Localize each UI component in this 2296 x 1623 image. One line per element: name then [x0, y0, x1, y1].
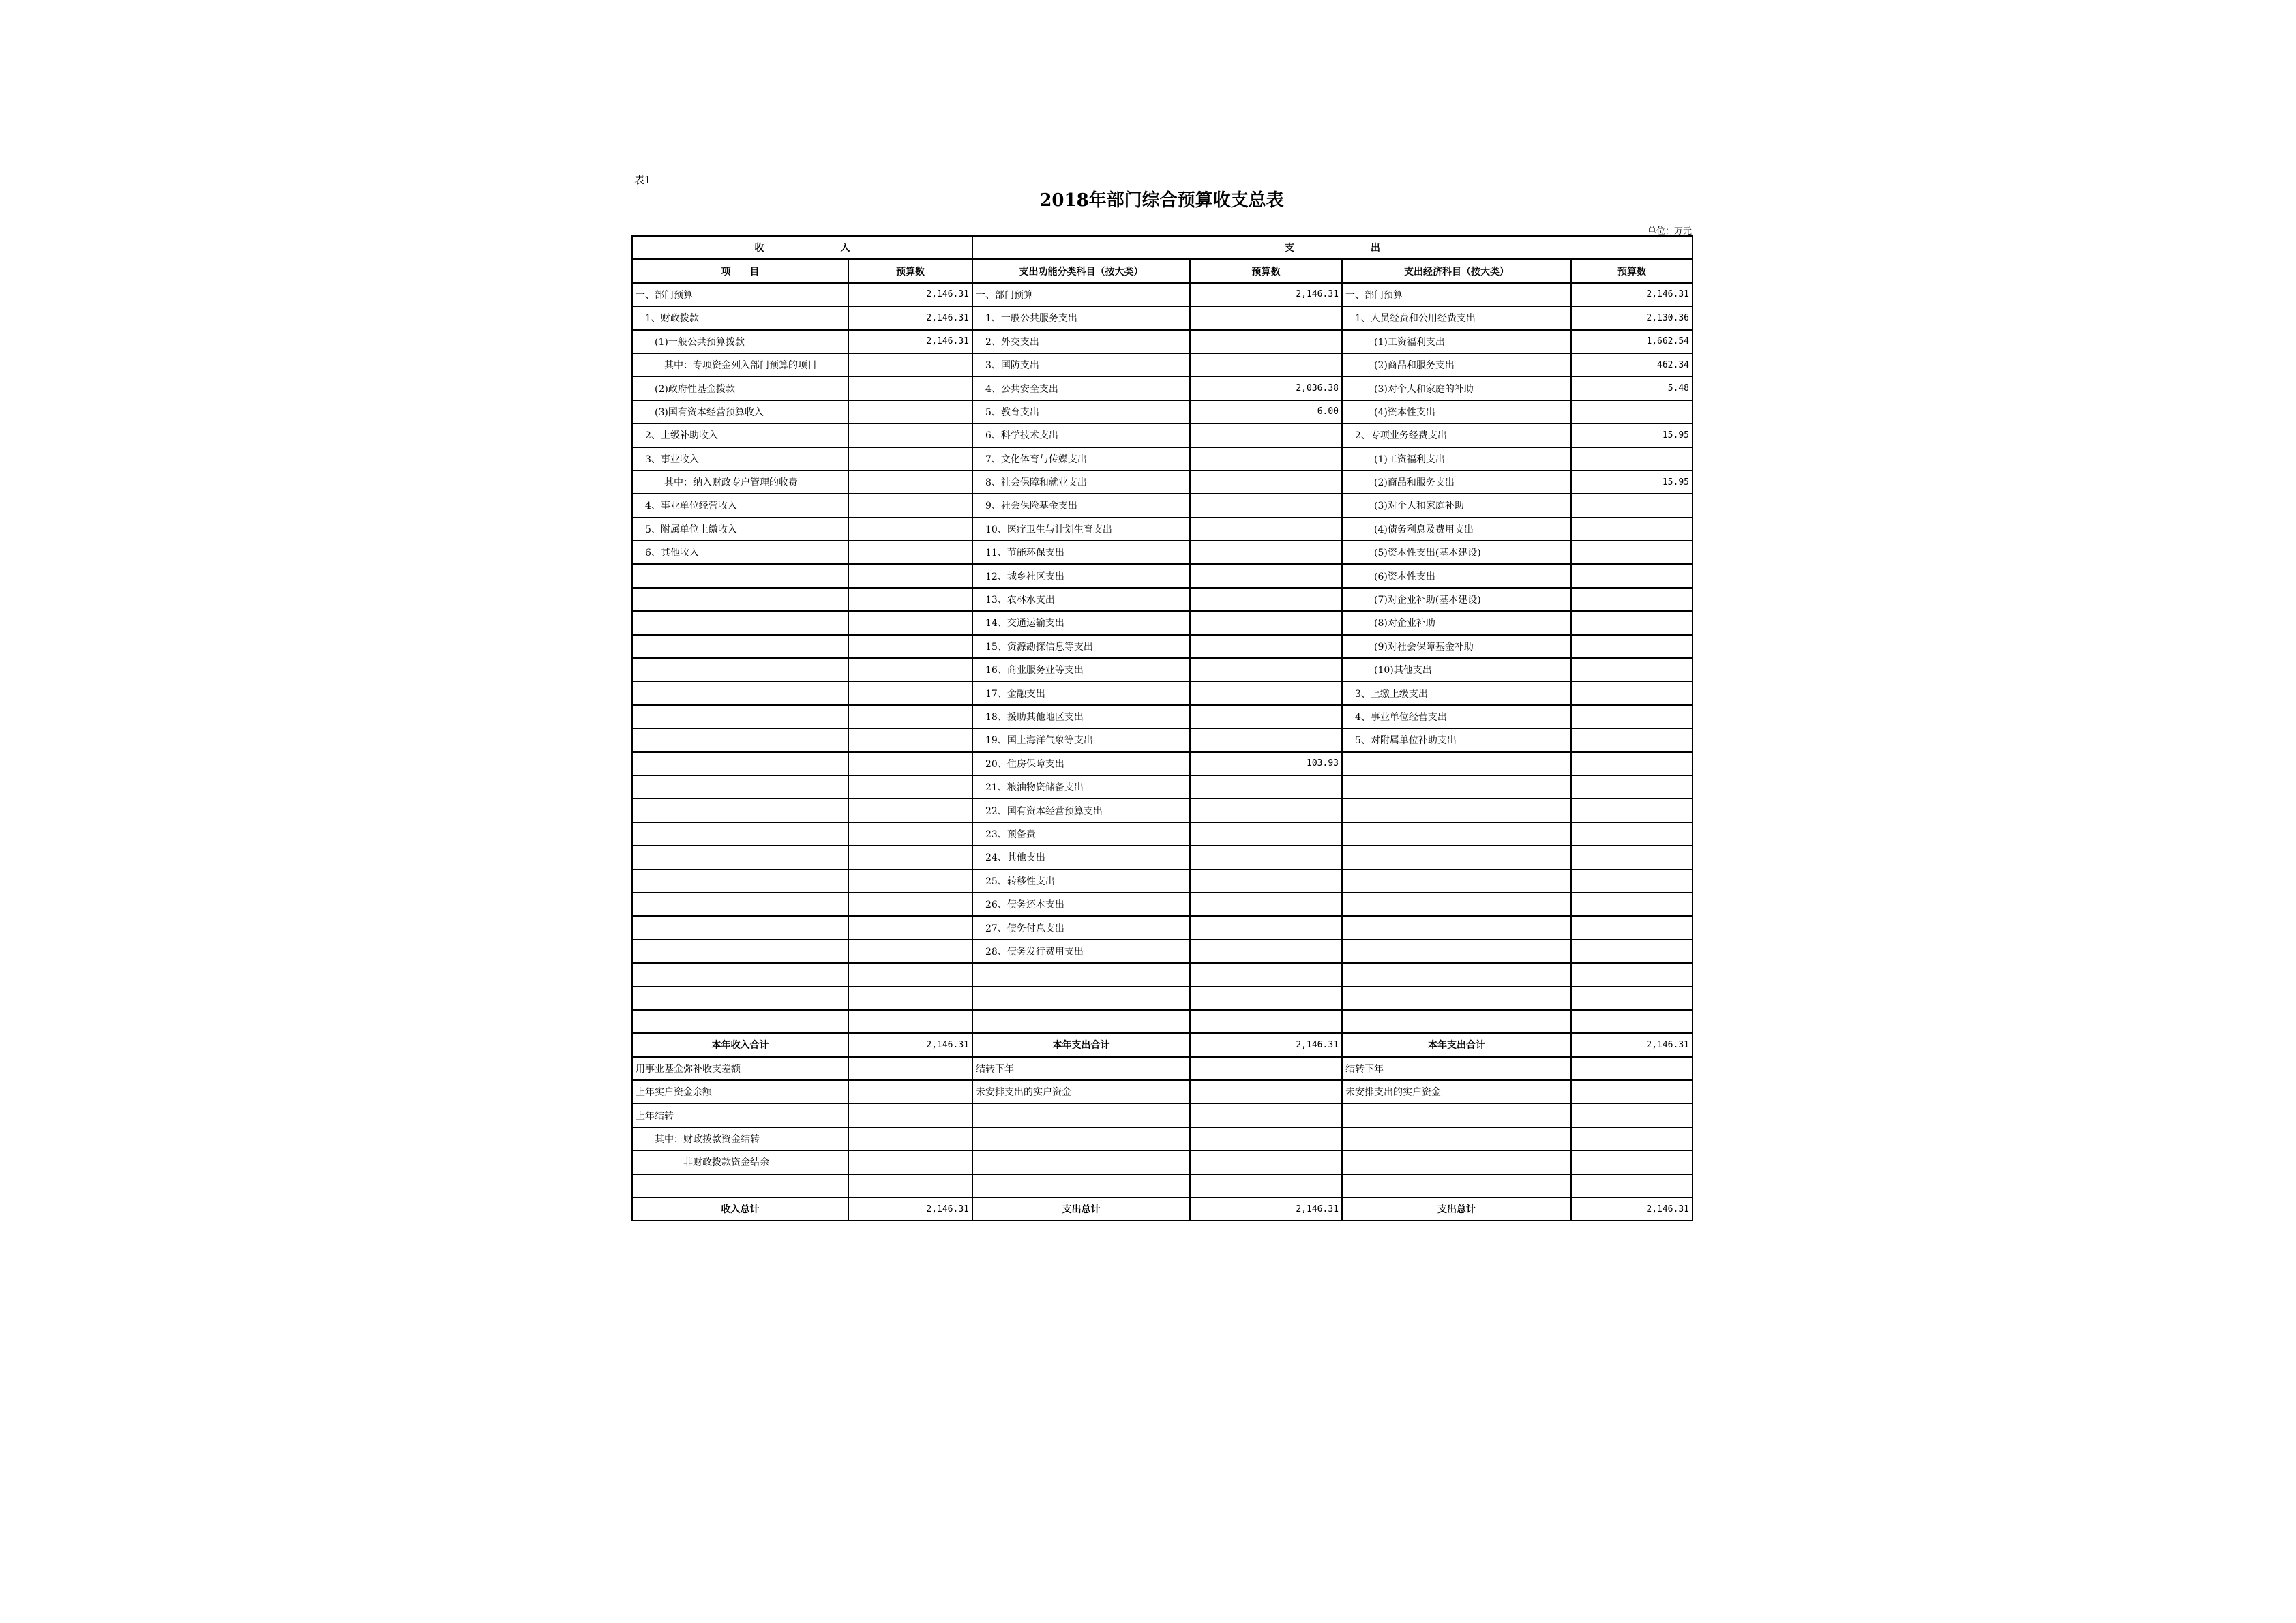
income-amount-cell [848, 494, 972, 517]
func-item-cell [972, 1010, 1190, 1033]
income-amount-cell [848, 1057, 972, 1080]
econ-amount-cell [1571, 752, 1693, 775]
income-amount-cell [848, 376, 972, 400]
func-amount-cell [1190, 728, 1342, 751]
income-section-header: 收 入 [632, 236, 972, 259]
func-item-cell: 3、国防支出 [972, 353, 1190, 376]
income-item-cell: 非财政拨款资金结余 [632, 1150, 848, 1174]
func-item-cell: 24、其他支出 [972, 846, 1190, 869]
table-row [632, 353, 1693, 376]
func-item-cell: 25、转移性支出 [972, 869, 1190, 893]
table-row [632, 376, 1693, 400]
func-amount-cell [1190, 353, 1342, 376]
income-amount-cell [848, 987, 972, 1010]
func-item-cell: 28、债务发行费用支出 [972, 940, 1190, 963]
econ-amount-cell: 15.95 [1571, 471, 1693, 494]
func-item-cell: 13、农林水支出 [972, 588, 1190, 611]
table-row [632, 681, 1693, 704]
func-amount-cell: 2,146.31 [1190, 1033, 1342, 1056]
income-item-cell: (3)国有资本经营预算收入 [632, 400, 848, 423]
sheet-label: 表1 [634, 174, 651, 186]
econ-amount-cell [1571, 1174, 1693, 1197]
income-amount-cell [848, 705, 972, 728]
func-amount-cell: 6.00 [1190, 400, 1342, 423]
income-amount-cell [848, 635, 972, 658]
income-item-cell [632, 916, 848, 939]
header-income-budget: 预算数 [848, 259, 972, 282]
econ-item-cell: (8)对企业补助 [1342, 611, 1571, 634]
income-amount-cell: 2,146.31 [848, 1197, 972, 1221]
func-item-cell [972, 1150, 1190, 1174]
income-item-cell [632, 705, 848, 728]
econ-item-cell: (1)工资福利支出 [1342, 330, 1571, 353]
econ-item-cell: (5)资本性支出(基本建设) [1342, 541, 1571, 564]
table-row [632, 1080, 1693, 1103]
econ-amount-cell [1571, 987, 1693, 1010]
income-item-cell [632, 940, 848, 963]
econ-amount-cell [1571, 1010, 1693, 1033]
income-amount-cell [848, 518, 972, 541]
income-item-cell [632, 1010, 848, 1033]
func-amount-cell [1190, 541, 1342, 564]
func-amount-cell [1190, 1174, 1342, 1197]
income-amount-cell [848, 588, 972, 611]
table-row [632, 588, 1693, 611]
func-amount-cell [1190, 869, 1342, 893]
econ-item-cell [1342, 822, 1571, 846]
func-item-cell: 12、城乡社区支出 [972, 564, 1190, 587]
table-row [632, 400, 1693, 423]
column-header-row [632, 259, 1693, 282]
econ-amount-cell [1571, 728, 1693, 751]
econ-amount-cell [1571, 635, 1693, 658]
table-row [632, 893, 1693, 916]
table-row [632, 611, 1693, 634]
table-row [632, 658, 1693, 681]
income-amount-cell [848, 775, 972, 799]
econ-amount-cell [1571, 564, 1693, 587]
table-row [632, 330, 1693, 353]
econ-amount-cell [1571, 681, 1693, 704]
econ-item-cell: 结转下年 [1342, 1057, 1571, 1080]
income-item-cell [632, 775, 848, 799]
econ-item-cell [1342, 869, 1571, 893]
income-item-cell: 6、其他收入 [632, 541, 848, 564]
econ-item-cell: 4、事业单位经营支出 [1342, 705, 1571, 728]
func-item-cell: 7、文化体育与传媒支出 [972, 447, 1190, 471]
econ-item-cell: (10)其他支出 [1342, 658, 1571, 681]
func-item-cell: 5、教育支出 [972, 400, 1190, 423]
func-item-cell: 一、部门预算 [972, 283, 1190, 306]
table-row [632, 705, 1693, 728]
table-row [632, 423, 1693, 447]
func-item-cell: 6、科学技术支出 [972, 423, 1190, 447]
econ-amount-cell [1571, 705, 1693, 728]
income-amount-cell [848, 1127, 972, 1150]
income-item-cell: (2)政府性基金拨款 [632, 376, 848, 400]
econ-item-cell [1342, 1174, 1571, 1197]
income-amount-cell [848, 893, 972, 916]
func-amount-cell [1190, 799, 1342, 822]
table-row [632, 987, 1693, 1010]
func-item-cell [972, 1174, 1190, 1197]
econ-amount-cell: 462.34 [1571, 353, 1693, 376]
func-item-cell: 15、资源勘探信息等支出 [972, 635, 1190, 658]
econ-amount-cell [1571, 400, 1693, 423]
econ-item-cell: 2、专项业务经费支出 [1342, 423, 1571, 447]
income-item-cell [632, 752, 848, 775]
func-amount-cell [1190, 987, 1342, 1010]
table-row [632, 1127, 1693, 1150]
econ-item-cell [1342, 893, 1571, 916]
econ-item-cell: (4)资本性支出 [1342, 400, 1571, 423]
income-amount-cell [848, 940, 972, 963]
func-item-cell: 26、债务还本支出 [972, 893, 1190, 916]
income-item-cell [632, 869, 848, 893]
func-amount-cell [1190, 635, 1342, 658]
econ-amount-cell [1571, 775, 1693, 799]
income-amount-cell [848, 658, 972, 681]
income-item-cell [632, 822, 848, 846]
table-row [632, 471, 1693, 494]
econ-item-cell: (2)商品和服务支出 [1342, 353, 1571, 376]
income-amount-cell [848, 1174, 972, 1197]
econ-item-cell: 5、对附属单位补助支出 [1342, 728, 1571, 751]
econ-item-cell [1342, 1127, 1571, 1150]
income-item-cell: 4、事业单位经营收入 [632, 494, 848, 517]
table-row [632, 1057, 1693, 1080]
econ-amount-cell [1571, 799, 1693, 822]
econ-item-cell [1342, 940, 1571, 963]
income-amount-cell [848, 564, 972, 587]
table-row [632, 940, 1693, 963]
econ-amount-cell [1571, 1057, 1693, 1080]
econ-amount-cell: 2,146.31 [1571, 283, 1693, 306]
income-amount-cell: 2,146.31 [848, 1033, 972, 1056]
func-amount-cell [1190, 775, 1342, 799]
econ-item-cell [1342, 799, 1571, 822]
func-item-cell: 8、社会保障和就业支出 [972, 471, 1190, 494]
income-item-cell: 其中：财政拨款资金结转 [632, 1127, 848, 1150]
econ-amount-cell [1571, 588, 1693, 611]
header-econ-class: 支出经济科目（按大类） [1342, 259, 1571, 282]
func-amount-cell [1190, 681, 1342, 704]
func-amount-cell [1190, 518, 1342, 541]
func-item-cell: 14、交通运输支出 [972, 611, 1190, 634]
func-item-cell: 支出总计 [972, 1197, 1190, 1221]
econ-item-cell [1342, 1103, 1571, 1127]
income-amount-cell [848, 869, 972, 893]
func-item-cell: 20、住房保障支出 [972, 752, 1190, 775]
func-amount-cell [1190, 330, 1342, 353]
econ-amount-cell [1571, 1150, 1693, 1174]
income-item-cell: 其中：专项资金列入部门预算的项目 [632, 353, 848, 376]
econ-amount-cell: 5.48 [1571, 376, 1693, 400]
econ-item-cell: 本年支出合计 [1342, 1033, 1571, 1056]
table-row [632, 728, 1693, 751]
func-amount-cell [1190, 705, 1342, 728]
year-total-row [632, 1033, 1693, 1056]
table-row [632, 1150, 1693, 1174]
func-item-cell: 27、债务付息支出 [972, 916, 1190, 939]
income-amount-cell [848, 400, 972, 423]
table-row [632, 494, 1693, 517]
income-item-cell: 5、附属单位上缴收入 [632, 518, 848, 541]
func-amount-cell [1190, 494, 1342, 517]
table-row [632, 283, 1693, 306]
econ-amount-cell [1571, 940, 1693, 963]
func-item-cell: 1、一般公共服务支出 [972, 306, 1190, 329]
econ-item-cell [1342, 752, 1571, 775]
income-amount-cell [848, 752, 972, 775]
income-item-cell: 用事业基金弥补收支差额 [632, 1057, 848, 1080]
func-amount-cell [1190, 423, 1342, 447]
econ-amount-cell [1571, 916, 1693, 939]
income-amount-cell [848, 1080, 972, 1103]
func-amount-cell [1190, 1150, 1342, 1174]
table-row [632, 1103, 1693, 1127]
table-row [632, 541, 1693, 564]
section-header-row [632, 236, 1693, 259]
table-row [632, 1010, 1693, 1033]
func-amount-cell: 2,146.31 [1190, 283, 1342, 306]
table-row [632, 822, 1693, 846]
income-item-cell: 上年实户资金余额 [632, 1080, 848, 1103]
income-item-cell: 一、部门预算 [632, 283, 848, 306]
table-row [632, 775, 1693, 799]
func-amount-cell [1190, 658, 1342, 681]
income-item-cell [632, 799, 848, 822]
econ-item-cell [1342, 1150, 1571, 1174]
income-item-cell: 收入总计 [632, 1197, 848, 1221]
income-amount-cell: 2,146.31 [848, 283, 972, 306]
func-amount-cell [1190, 940, 1342, 963]
econ-amount-cell: 1,662.54 [1571, 330, 1693, 353]
income-amount-cell [848, 1103, 972, 1127]
econ-item-cell: 未安排支出的实户资金 [1342, 1080, 1571, 1103]
econ-item-cell: (3)对个人和家庭补助 [1342, 494, 1571, 517]
func-item-cell: 21、粮油物资储备支出 [972, 775, 1190, 799]
func-amount-cell [1190, 822, 1342, 846]
header-func-budget: 预算数 [1190, 259, 1342, 282]
income-item-cell [632, 728, 848, 751]
econ-item-cell [1342, 846, 1571, 869]
econ-item-cell: 1、人员经费和公用经费支出 [1342, 306, 1571, 329]
func-amount-cell [1190, 611, 1342, 634]
econ-amount-cell [1571, 658, 1693, 681]
func-amount-cell [1190, 471, 1342, 494]
econ-item-cell [1342, 775, 1571, 799]
income-item-cell: 本年收入合计 [632, 1033, 848, 1056]
income-amount-cell [848, 916, 972, 939]
func-amount-cell: 103.93 [1190, 752, 1342, 775]
income-amount-cell [848, 541, 972, 564]
table-row [632, 306, 1693, 329]
func-amount-cell [1190, 1080, 1342, 1103]
table-row [632, 846, 1693, 869]
budget-table [631, 235, 1693, 1221]
func-amount-cell: 2,036.38 [1190, 376, 1342, 400]
econ-item-cell [1342, 963, 1571, 986]
income-item-cell [632, 681, 848, 704]
table-row [632, 518, 1693, 541]
income-item-cell [632, 588, 848, 611]
econ-amount-cell [1571, 822, 1693, 846]
econ-item-cell: 一、部门预算 [1342, 283, 1571, 306]
func-item-cell: 未安排支出的实户资金 [972, 1080, 1190, 1103]
func-amount-cell [1190, 564, 1342, 587]
econ-amount-cell [1571, 869, 1693, 893]
income-amount-cell [848, 1150, 972, 1174]
func-amount-cell: 2,146.31 [1190, 1197, 1342, 1221]
income-item-cell [632, 846, 848, 869]
econ-item-cell: (9)对社会保障基金补助 [1342, 635, 1571, 658]
income-item-cell [632, 893, 848, 916]
econ-amount-cell: 2,146.31 [1571, 1033, 1693, 1056]
header-func-class: 支出功能分类科目（按大类） [972, 259, 1190, 282]
econ-amount-cell [1571, 447, 1693, 471]
income-item-cell [632, 658, 848, 681]
econ-item-cell: (3)对个人和家庭的补助 [1342, 376, 1571, 400]
page-title: 2018年部门综合预算收支总表 [1039, 190, 1284, 211]
func-amount-cell [1190, 893, 1342, 916]
income-item-cell [632, 564, 848, 587]
func-item-cell: 10、医疗卫生与计划生育支出 [972, 518, 1190, 541]
func-item-cell: 本年支出合计 [972, 1033, 1190, 1056]
func-amount-cell [1190, 1127, 1342, 1150]
func-item-cell [972, 1103, 1190, 1127]
func-amount-cell [1190, 447, 1342, 471]
table-row [632, 635, 1693, 658]
func-amount-cell [1190, 963, 1342, 986]
func-item-cell: 18、援助其他地区支出 [972, 705, 1190, 728]
income-amount-cell [848, 1010, 972, 1033]
econ-amount-cell [1571, 518, 1693, 541]
func-item-cell: 11、节能环保支出 [972, 541, 1190, 564]
income-item-cell: 其中：纳入财政专户管理的收费 [632, 471, 848, 494]
income-item-cell: (1)一般公共预算拨款 [632, 330, 848, 353]
func-item-cell: 23、预备费 [972, 822, 1190, 846]
econ-item-cell: (7)对企业补助(基本建设) [1342, 588, 1571, 611]
table-row [632, 564, 1693, 587]
unit-label: 单位：万元 [1647, 226, 1692, 237]
income-amount-cell [848, 423, 972, 447]
func-amount-cell [1190, 588, 1342, 611]
income-amount-cell [848, 846, 972, 869]
econ-item-cell: (6)资本性支出 [1342, 564, 1571, 587]
econ-item-cell: 3、上缴上级支出 [1342, 681, 1571, 704]
header-item: 项 目 [632, 259, 848, 282]
func-item-cell [972, 987, 1190, 1010]
income-item-cell [632, 1174, 848, 1197]
func-amount-cell [1190, 1103, 1342, 1127]
func-item-cell: 16、商业服务业等支出 [972, 658, 1190, 681]
income-amount-cell [848, 353, 972, 376]
func-item-cell: 2、外交支出 [972, 330, 1190, 353]
econ-amount-cell: 2,146.31 [1571, 1197, 1693, 1221]
income-item-cell: 上年结转 [632, 1103, 848, 1127]
table-row [632, 963, 1693, 986]
table-row [632, 447, 1693, 471]
econ-amount-cell [1571, 1080, 1693, 1103]
income-amount-cell: 2,146.31 [848, 306, 972, 329]
income-amount-cell [848, 728, 972, 751]
income-amount-cell [848, 471, 972, 494]
income-item-cell: 1、财政拨款 [632, 306, 848, 329]
func-item-cell: 4、公共安全支出 [972, 376, 1190, 400]
income-amount-cell: 2,146.31 [848, 330, 972, 353]
func-amount-cell [1190, 306, 1342, 329]
income-item-cell: 3、事业收入 [632, 447, 848, 471]
income-item-cell [632, 611, 848, 634]
expense-section-header: 支 出 [972, 236, 1693, 259]
income-amount-cell [848, 963, 972, 986]
table-row [632, 916, 1693, 939]
func-amount-cell [1190, 916, 1342, 939]
grand-total-row [632, 1197, 1693, 1221]
table-row [632, 752, 1693, 775]
income-amount-cell [848, 681, 972, 704]
econ-amount-cell [1571, 611, 1693, 634]
income-amount-cell [848, 611, 972, 634]
func-item-cell [972, 1127, 1190, 1150]
income-amount-cell [848, 822, 972, 846]
func-item-cell [972, 963, 1190, 986]
func-item-cell: 17、金融支出 [972, 681, 1190, 704]
income-item-cell [632, 635, 848, 658]
econ-item-cell: (2)商品和服务支出 [1342, 471, 1571, 494]
func-item-cell: 结转下年 [972, 1057, 1190, 1080]
func-item-cell: 22、国有资本经营预算支出 [972, 799, 1190, 822]
income-amount-cell [848, 799, 972, 822]
func-amount-cell [1190, 846, 1342, 869]
econ-item-cell: (1)工资福利支出 [1342, 447, 1571, 471]
header-econ-budget: 预算数 [1571, 259, 1693, 282]
econ-amount-cell [1571, 541, 1693, 564]
econ-item-cell: 支出总计 [1342, 1197, 1571, 1221]
econ-amount-cell [1571, 893, 1693, 916]
econ-amount-cell [1571, 494, 1693, 517]
econ-amount-cell [1571, 963, 1693, 986]
econ-amount-cell [1571, 1103, 1693, 1127]
econ-item-cell [1342, 916, 1571, 939]
econ-amount-cell [1571, 1127, 1693, 1150]
income-item-cell [632, 987, 848, 1010]
table-row [632, 869, 1693, 893]
table-row [632, 799, 1693, 822]
func-item-cell: 19、国土海洋气象等支出 [972, 728, 1190, 751]
func-amount-cell [1190, 1010, 1342, 1033]
income-item-cell: 2、上级补助收入 [632, 423, 848, 447]
table-row [632, 1174, 1693, 1197]
econ-amount-cell [1571, 846, 1693, 869]
func-item-cell: 9、社会保险基金支出 [972, 494, 1190, 517]
econ-item-cell [1342, 1010, 1571, 1033]
econ-item-cell: (4)债务利息及费用支出 [1342, 518, 1571, 541]
econ-item-cell [1342, 987, 1571, 1010]
func-amount-cell [1190, 1057, 1342, 1080]
income-item-cell [632, 963, 848, 986]
econ-amount-cell: 15.95 [1571, 423, 1693, 447]
income-amount-cell [848, 447, 972, 471]
econ-amount-cell: 2,130.36 [1571, 306, 1693, 329]
